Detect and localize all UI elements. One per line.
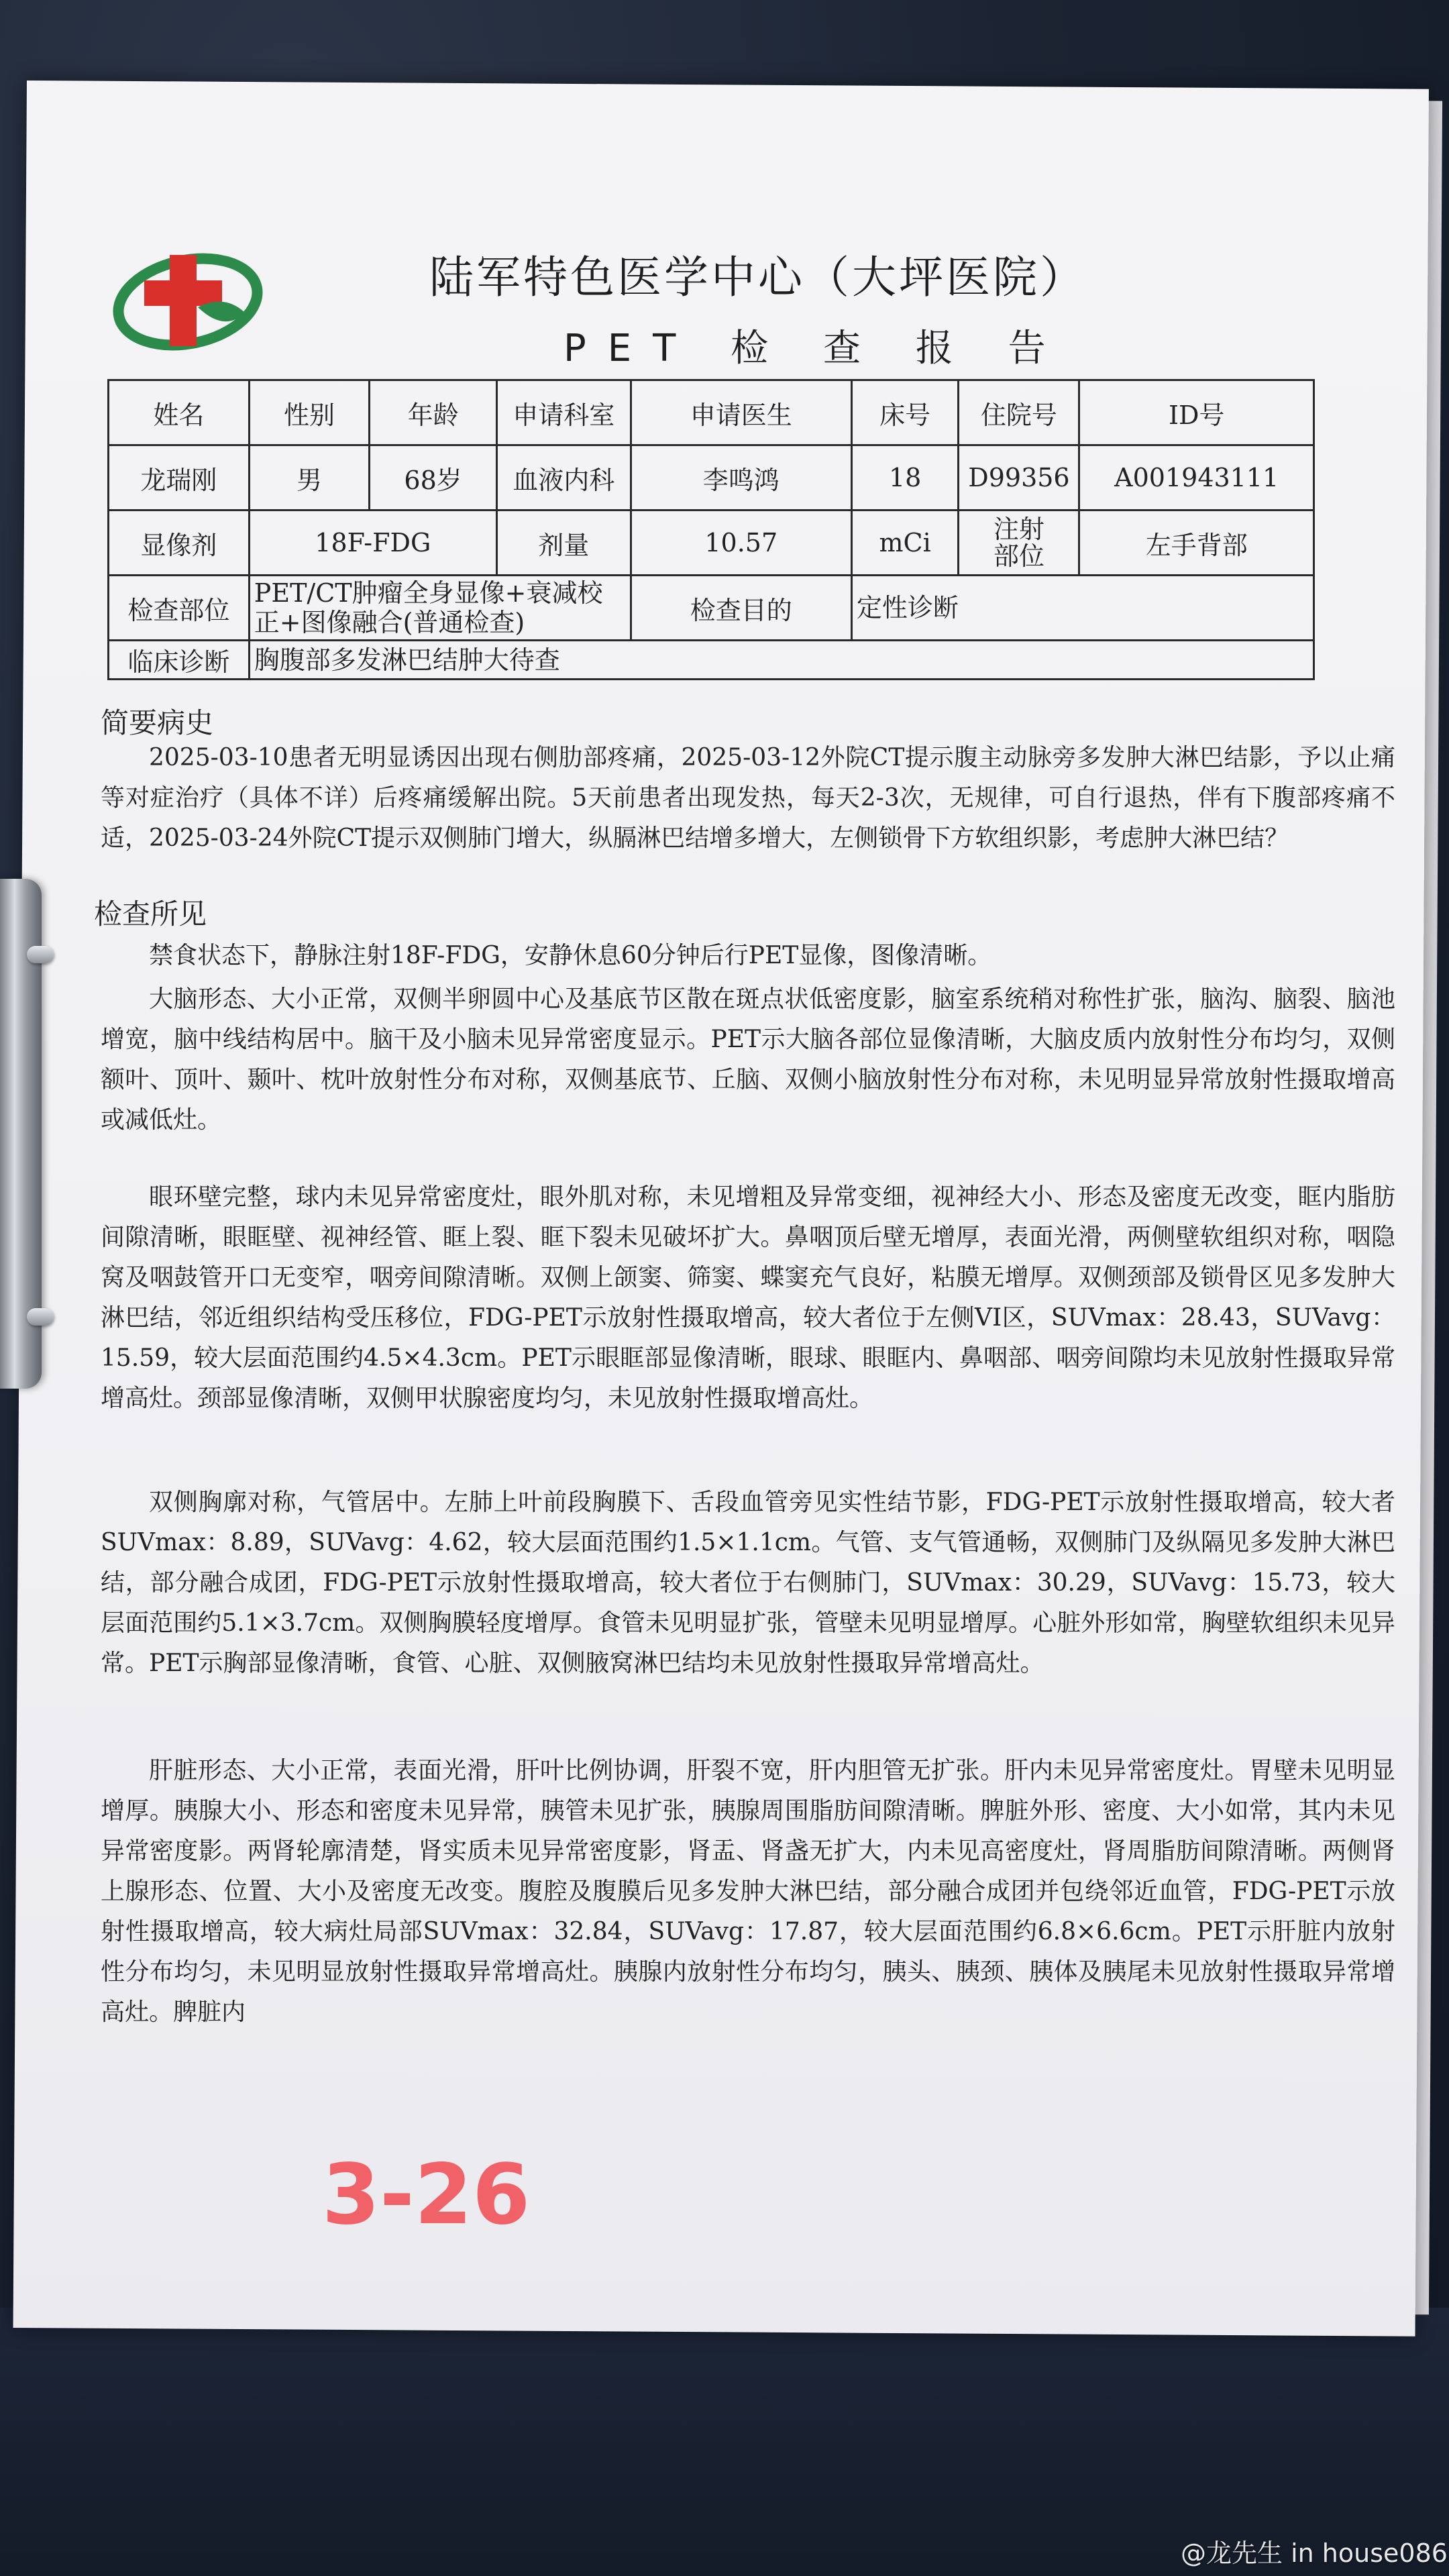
table-row (109, 511, 1314, 576)
value-name: 龙瑞刚 (109, 445, 250, 511)
patient-info-table (107, 379, 1315, 680)
table-row (109, 641, 1314, 680)
table-row (109, 380, 1314, 445)
value-tracer: 18F-FDG (249, 511, 496, 576)
label-gender: 性别 (249, 380, 370, 445)
table-row (109, 576, 1314, 641)
findings-heading: 检查所见 (94, 898, 207, 930)
binder-ring-bottom (27, 1308, 54, 1326)
binder-ring-top (27, 946, 54, 963)
label-name: 姓名 (109, 380, 250, 445)
label-age: 年龄 (370, 380, 497, 445)
label-doctor: 申请医生 (631, 380, 851, 445)
value-admission-no: D99356 (959, 445, 1079, 511)
value-age: 68岁 (370, 445, 497, 511)
label-tracer: 显像剂 (109, 511, 250, 576)
label-admission-no: 住院号 (959, 380, 1079, 445)
findings-para-1: 禁食状态下，静脉注射18F-FDG，安静休息60分钟后行PET显像，图像清晰。 (149, 942, 992, 969)
label-injection-site: 注射部位 (959, 511, 1079, 576)
value-dose: 10.57 (631, 511, 851, 576)
value-doctor: 李鸣鸿 (631, 445, 851, 511)
label-department: 申请科室 (496, 380, 631, 445)
value-injection-site: 左手背部 (1079, 511, 1314, 576)
label-exam-purpose: 检查目的 (631, 576, 851, 641)
table-row (109, 445, 1314, 511)
history-text: 2025-03-10患者无明显诱因出现右侧肋部疼痛，2025-03-12外院CT提示腹主动脉旁多发肿大淋巴结影，予以止痛等对症治疗（具体不详）后疼痛缓解出院。5天前患者出现发热，每天2-3次，无规律，可自行退热，伴有下腹部疼痛不适，2025-03-24外院CT提示双侧肺门增大，纵膈淋巴结增多增大，左侧锁骨下方软组织影，考虑肿大淋巴结？ (101, 744, 1395, 852)
value-exam-area: PET/CT肿瘤全身显像+衰减校正+图像融合(普通检查) (249, 576, 631, 641)
label-exam-area: 检查部位 (109, 576, 250, 641)
value-bed: 18 (851, 445, 959, 511)
value-exam-purpose: 定性诊断 (851, 576, 1313, 641)
label-bed: 床号 (851, 380, 959, 445)
hospital-logo (111, 228, 265, 362)
findings-para-5: 肝脏形态、大小正常，表面光滑，肝叶比例协调，肝裂不宽，肝内胆管无扩张。肝内未见异常密度灶。胃壁未见明显增厚。胰腺大小、形态和密度未见异常，胰管未见扩张，胰腺周围脂肪间隙清晰。脾脏外形、密度、大小如常，其内未见异常密度影。两肾轮廓清楚，肾实质未见异常密度影，肾盂、肾盏无扩大，内未见高密度灶，肾周脂肪间隙清晰。两侧肾上腺形态、位置、大小及密度无改变。腹腔及腹膜后见多发肿大淋巴结，部分融合成团并包绕邻近血管，FDG-PET示放射性摄取增高，较大病灶局部SUVmax：32.84，SUVavg：17.87，较大层面范围约6.8×6.6cm。PET示肝脏内放射性分布均匀，未见明显放射性摄取异常增高灶。胰腺内放射性分布均匀，胰头、胰颈、胰体及胰尾未见放射性摄取异常增高灶。脾脏内 (101, 1757, 1395, 2026)
findings-para-2: 大脑形态、大小正常，双侧半卵圆中心及基底节区散在斑点状低密度影，脑室系统稍对称性扩张，脑沟、脑裂、脑池增宽，脑中线结构居中。脑干及小脑未见异常密度显示。PET示大脑各部位显像清晰，大脑皮质内放射性分布均匀，双侧额叶、顶叶、颞叶、枕叶放射性分布对称，双侧基底节、丘脑、双侧小脑放射性分布对称，未见明显异常放射性摄取增高或减低灶。 (101, 985, 1395, 1134)
findings-para-3: 眼环壁完整，球内未见异常密度灶，眼外肌对称，未见增粗及异常变细，视神经大小、形态及密度无改变，眶内脂肪间隙清晰，眼眶壁、视神经管、眶上裂、眶下裂未见破坏扩大。鼻咽顶后壁无增厚，表面光滑，两侧壁软组织对称，咽隐窝及咽鼓管开口无变窄，咽旁间隙清晰。双侧上颌窦、筛窦、蝶窦充气良好，粘膜无增厚。双侧颈部及锁骨区见多发肿大淋巴结，邻近组织结构受压移位，FDG-PET示放射性摄取增高，较大者位于左侧VI区，SUVmax：28.43，SUVavg：15.59，较大层面范围约4.5×4.3cm。PET示眼眶部显像清晰，眼球、眼眶内、鼻咽部、咽旁间隙均未见放射性摄取异常增高灶。颈部显像清晰，双侧甲状腺密度均匀，未见放射性摄取增高灶。 (101, 1183, 1395, 1412)
value-dose-unit: mCi (851, 511, 959, 576)
value-id-no: A001943111 (1079, 445, 1314, 511)
value-clinical-dx: 胸腹部多发淋巴结肿大待查 (249, 641, 1313, 680)
watermark-text: @龙先生 in house086 (1181, 2538, 1448, 2568)
report-title: PET 检 查 报 告 (564, 327, 1067, 370)
label-clinical-dx: 临床诊断 (109, 641, 250, 680)
hospital-name: 陆军特色医学中心（大坪医院） (429, 252, 1087, 303)
label-dose: 剂量 (496, 511, 631, 576)
handwritten-date-mark: 3-26 (322, 2147, 531, 2243)
value-department: 血液内科 (496, 445, 631, 511)
label-id-no: ID号 (1079, 380, 1314, 445)
history-heading: 简要病史 (101, 706, 214, 739)
value-gender: 男 (249, 445, 370, 511)
findings-para-4: 双侧胸廓对称，气管居中。左肺上叶前段胸膜下、舌段血管旁见实性结节影，FDG-PET示放射性摄取增高，较大者SUVmax：8.89，SUVavg：4.62，较大层面范围约1.5×1.1cm。气管、支气管通畅，双侧肺门及纵隔见多发肿大淋巴结，部分融合成团，FDG-PET示放射性摄取增高，较大者位于右侧肺门，SUVmax：30.29，SUVavg：15.73，较大层面范围约5.1×3.7cm。双侧胸膜轻度增厚。食管未见明显扩张，管壁未见明显增厚。心脏外形如常，胸壁软组织未见异常。PET示胸部显像清晰，食管、心脏、双侧腋窝淋巴结均未见放射性摄取异常增高灶。 (101, 1489, 1395, 1677)
